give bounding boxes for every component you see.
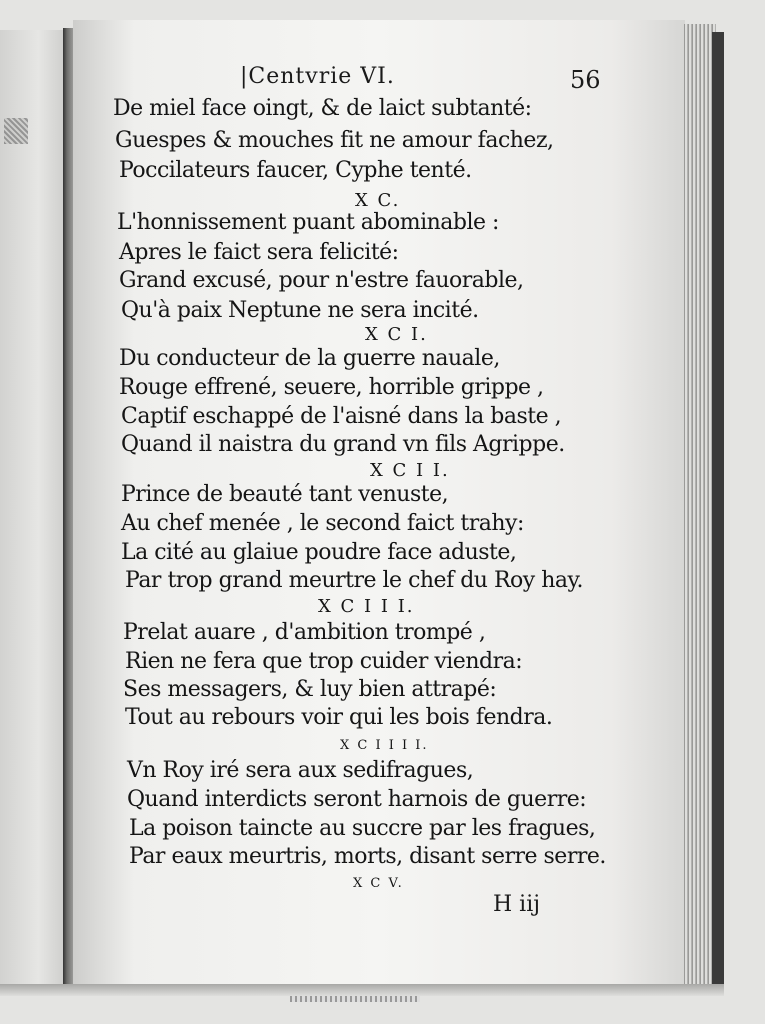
quatrain-numeral: X C I I I. [318,596,415,617]
verse-line: Captif eschappé de l'aisné dans la baste , [121,404,562,429]
verse-line: Grand excusé, pour n'estre fauorable, [119,268,524,293]
ink-mark [4,118,28,144]
verse-line: Par eaux meurtris, morts, disant serre serre. [129,844,606,869]
quatrain-numeral: X C. [355,190,401,211]
verse-line: Rien ne fera que trop cuider viendra: [125,649,523,674]
page-number: 56 [570,66,601,94]
verse-line: Vn Roy iré sera aux sedifragues, [127,758,474,783]
bottom-page-edge [290,996,420,1002]
verse-line: Tout au rebours voir qui les bois fendra. [125,705,553,730]
quatrain-numeral: X C I. [365,324,428,345]
verse-line: De miel face oingt, & de laict subtanté: [113,96,532,121]
running-title: |Centvrie VI. [240,64,395,89]
left-page [0,30,64,990]
verse-line: Poccilateurs faucer, Cyphe tenté. [119,158,472,183]
verse-line: Qu'à paix Neptune ne sera incité. [121,298,479,323]
quatrain-numeral: X C I I I I. [340,738,429,753]
verse-line: Quand il naistra du grand vn fils Agrippe. [121,432,565,457]
quatrain-numeral: X C I I. [370,460,450,481]
verse-line: Ses messagers, & luy bien attrapé: [123,677,497,702]
bottom-shadow [0,984,724,996]
verse-line: L'honnissement puant abominable : [117,210,499,235]
verse-line: Guespes & mouches fit ne amour fachez, [115,128,554,153]
catchword: X C V. [353,876,404,891]
verse-line: Quand interdicts seront harnois de guerre: [127,787,587,812]
verse-line: La cité au glaiue poudre face aduste, [121,540,517,565]
verse-line: Rouge effrené, seuere, horrible grippe , [119,375,544,400]
verse-line: Prelat auare , d'ambition trompé , [123,620,486,645]
verse-line: La poison taincte au succre par les fragues, [129,816,596,841]
signature-mark: H iij [493,892,541,917]
verse-line: Au chef menée , le second faict trahy: [121,511,524,536]
verse-line: Prince de beauté tant venuste, [121,482,449,507]
book-gutter [63,28,73,990]
verse-line: Du conducteur de la guerre nauale, [119,346,500,371]
cover-edge [712,32,724,984]
verse-line: Apres le faict sera felicité: [119,240,399,265]
verse-line: Par trop grand meurtre le chef du Roy hay. [125,568,583,593]
